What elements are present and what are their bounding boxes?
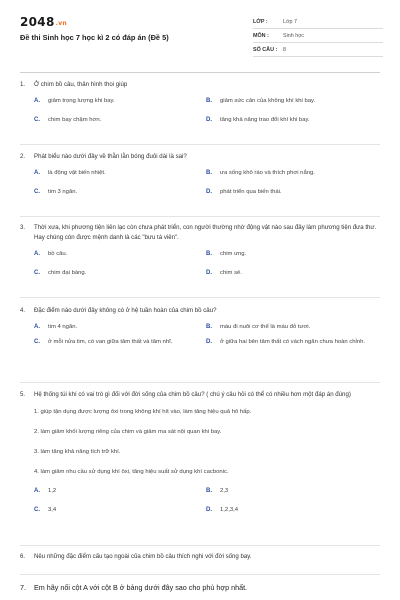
question-number: 4. [20,307,26,314]
question-number: 3. [20,224,26,231]
option-letter: A. [34,170,40,176]
question-3 [20,223,380,278]
statement-2: 2. làm giảm khối lượng riêng của chim và giảm ma sát nội quan khi bay. [34,429,222,435]
option-letter: D. [206,339,212,345]
info-value: 8 [283,46,286,53]
option-d[interactable] [206,188,378,197]
question-1 [20,80,380,125]
question-separator [20,144,380,145]
question-number: 5. [20,391,26,398]
info-row-subject [253,29,383,43]
option-c[interactable] [34,188,206,197]
option-b[interactable] [206,97,378,106]
document-title: Đề thi Sinh học 7 học kì 2 có đáp án (Đề 5) [20,33,169,42]
option-c[interactable] [34,506,206,515]
logo-text: 2048 [20,15,55,29]
option-a[interactable] [34,487,206,496]
option-letter: A. [34,488,40,494]
question-2 [20,152,380,197]
question-separator [20,216,380,217]
option-letter: B. [206,488,212,494]
option-text: ưa sống khô ráo và thích phơi nắng. [220,170,315,176]
option-text: tim 3 ngăn. [48,189,78,195]
option-letter: C. [34,339,40,345]
option-c[interactable] [34,116,206,125]
option-text: 1,2,3,4 [220,507,239,513]
option-text: bồ câu. [48,251,68,257]
question-text: Nêu những đặc điểm cấu tạo ngoài của chim bồ câu thích nghi với đời sống bay. [34,553,252,560]
option-b[interactable] [206,323,378,332]
option-text: 2,3 [220,488,229,494]
option-letter: B. [206,251,212,257]
header-divider [20,72,380,73]
option-b[interactable] [206,169,378,178]
question-text: Đặc điểm nào dưới đây không có ở hệ tuần hoàn của chim bồ câu? [34,307,217,314]
option-d[interactable] [206,338,378,347]
question-number: 1. [20,81,26,88]
question-separator [20,382,380,383]
option-a[interactable] [34,97,206,106]
option-letter: C. [34,270,40,276]
option-text: chim sẻ. [220,270,242,276]
option-text: 1,2 [48,488,57,494]
statement-4: 4. làm giảm nhu cầu sử dụng khí ôxi, tăng hiệu suất sử dụng khí cacbonic. [34,469,229,475]
question-5 [20,390,380,515]
option-text: ở giữa hai bên tâm thất có vách ngăn chưa hoàn chỉnh. [220,339,366,345]
option-text: giảm sức cản của không khí khi bay. [220,98,316,104]
question-text: Hệ thống túi khí có vai trò gì đối với đời sống của chim bồ câu? ( chú ý câu hỏi có thể có nhiều hơn một đáp án đúng) [34,391,351,398]
statement-1: 1. giúp tận dụng được lượng ôxi trong không khí hít vào, làm tăng hiệu quả hô hấp. [34,409,252,415]
option-letter: D. [206,270,212,276]
option-letter: C. [34,117,40,123]
option-b[interactable] [206,250,378,259]
info-row-count [253,43,383,57]
site-logo[interactable] [20,15,67,29]
option-b[interactable] [206,487,378,496]
option-letter: A. [34,98,40,104]
info-row-class [253,15,383,29]
document-header [0,0,400,66]
question-number: 6. [20,553,26,560]
option-letter: A. [34,324,40,330]
info-label: LỚP : [253,18,268,25]
option-letter: C. [34,507,40,513]
exam-info-panel [253,15,383,57]
option-text: chim đại bàng. [48,270,87,276]
info-label: SỐ CÂU : [253,46,278,53]
option-d[interactable] [206,116,378,125]
option-letter: D. [206,507,212,513]
logo-suffix: .vn [55,20,67,27]
option-text: chim bay chậm hơn. [48,117,102,123]
option-a[interactable] [34,323,206,332]
question-7 [20,583,380,593]
option-text: tăng khả năng trao đổi khí khi bay. [220,117,310,123]
question-separator [20,545,380,546]
question-number: 2. [20,153,26,160]
option-text: 3,4 [48,507,57,513]
option-text: ở mỗi nửa tim, có van giữa tâm thất và tâm nhĩ. [48,339,173,345]
option-letter: C. [34,189,40,195]
question-text: Phát biểu nào dưới đây về thằn lằn bóng đuôi dài là sai? [34,153,187,160]
option-a[interactable] [34,169,206,178]
option-letter: D. [206,189,212,195]
option-letter: B. [206,170,212,176]
option-text: máu đi nuôi cơ thể là máu đỏ tươi. [220,324,311,330]
question-separator [20,574,380,575]
statement-3: 3. làm tăng khả năng tích trữ khí. [34,449,121,455]
question-separator [20,297,380,298]
option-letter: A. [34,251,40,257]
option-c[interactable] [34,338,206,347]
option-a[interactable] [34,250,206,259]
option-text: giảm trọng lượng khi bay. [48,98,115,104]
info-value: Lớp 7 [283,18,298,25]
question-number: 7. [20,583,26,592]
option-text: tim 4 ngăn. [48,324,78,330]
option-d[interactable] [206,506,378,515]
option-letter: B. [206,324,212,330]
info-label: MÔN : [253,32,269,39]
option-c[interactable] [34,269,206,278]
question-text: Em hãy nối cột A với cột B ở bảng dưới đây sao cho phù hợp nhất. [34,583,248,592]
question-text: Thời xưa, khi phương tiện liên lạc còn chưa phát triển, con người thường nhờ động vật nào sau đây làm phương tiện đưa thư. Hay chúng còn được mệnh danh là các "bưu tá viên". [34,224,377,241]
option-text: chim ưng. [220,251,247,257]
option-text: là động vật biến nhiệt. [48,170,106,176]
option-d[interactable] [206,269,378,278]
question-6 [20,552,380,562]
option-letter: D. [206,117,212,123]
option-text: phát triển qua biến thái. [220,189,282,195]
question-text: Ở chim bồ câu, thân hình thoi giúp [34,81,128,88]
question-4 [20,306,380,347]
option-letter: B. [206,98,212,104]
info-value: Sinh học [283,32,304,39]
